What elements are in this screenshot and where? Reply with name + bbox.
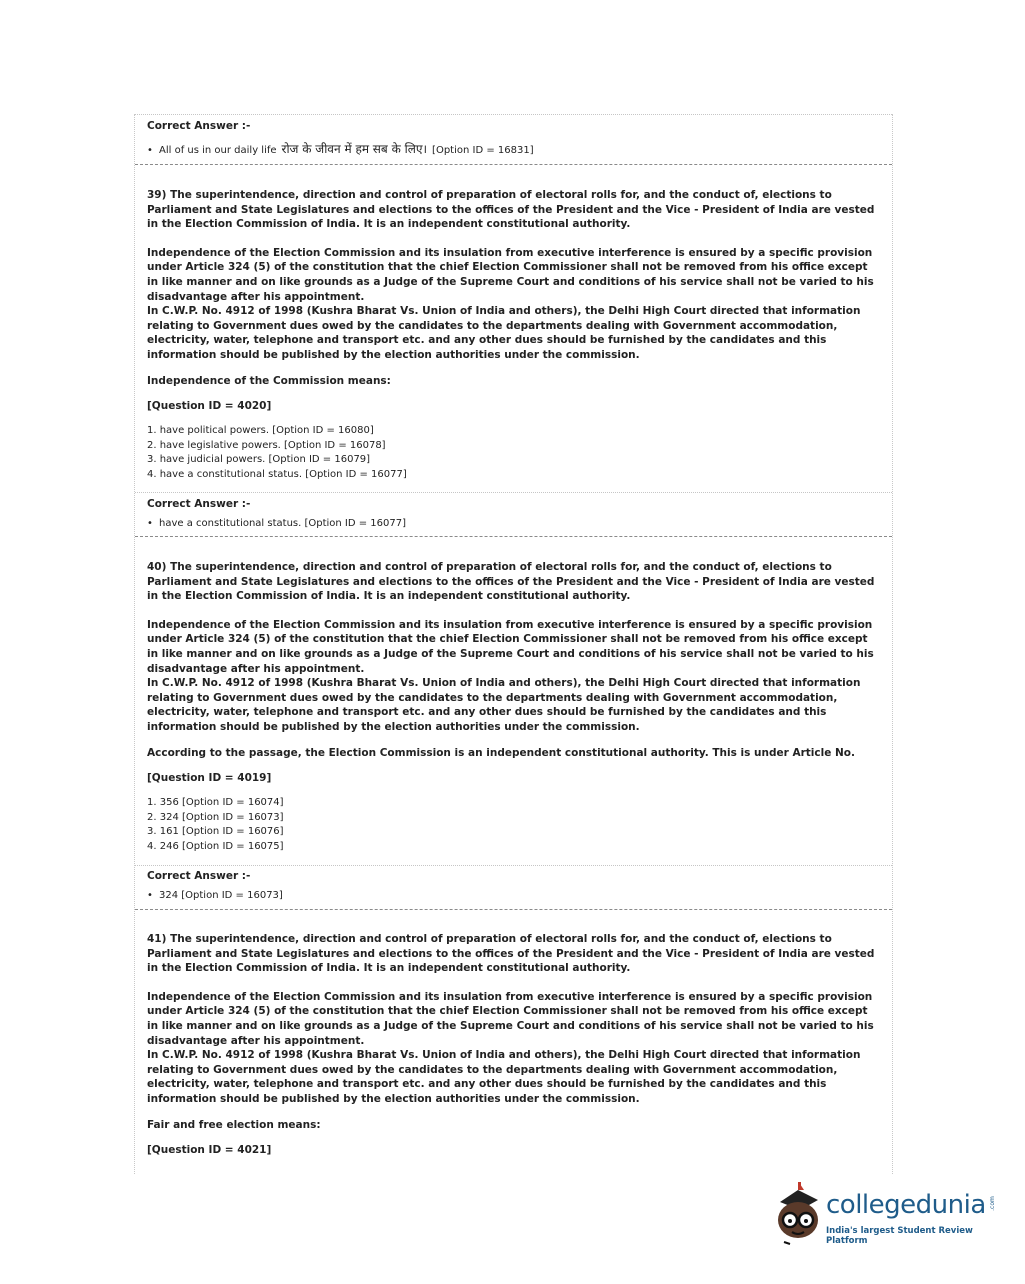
question-40-options	[135, 796, 892, 854]
hindi-text: रोज के जीवन में हम सब के लिए।	[281, 142, 428, 156]
question-divider	[135, 164, 892, 165]
question-39-answer-block	[135, 498, 892, 529]
question-41-id: [Question ID = 4021]	[147, 1144, 272, 1156]
option: 2. have legislative powers. [Option ID = 16078]	[147, 439, 386, 451]
question-39-id: [Question ID = 4020]	[147, 400, 272, 412]
question-40-text: According to the passage, the Election Commission is an independent constitutional authority. This is under Article No.	[147, 747, 855, 759]
correct-answer-label: Correct Answer :-	[147, 120, 251, 132]
logo-domain: .com	[988, 1196, 996, 1211]
option: 4. have a constitutional status. [Option ID = 16077]	[147, 468, 407, 480]
divider	[135, 865, 892, 866]
correct-answer: • have a constitutional status. [Option ID = 16077]	[147, 518, 407, 529]
collegedunia-logo	[768, 1180, 998, 1250]
question-39-passage: 39) The superintendence, direction and control of preparation of electoral rolls for, and the conduct of, elections to Parliament and State Legislatures and elections to the offices of the President and the Vice - President of India are vested in the Election Commission of India. It is an independent constitutional authority. Independence of the Election Commission and its insulation from executive interference is ensured by a specific provision under Article 324 (5) of the constitution that the chief Election Commissioner shall not be removed from his office except in like manner and on like grounds as a Judge of the Supreme Court and conditions of his service shall not be varied to his disadvantage after his appointment. In C.W.P. No. 4912 of 1998 (Kushra Bharat Vs. Union of India and others), the Delhi High Court directed that information relating to Government dues owed by the candidates to the departments dealing with Government accommodation, electricity, water, telephone and transport etc. and any other dues should be furnished by the candidates and this information should be published by the election authorities under the commission.	[147, 189, 875, 361]
option: 1. have political powers. [Option ID = 16080]	[147, 425, 374, 436]
option: 1. 356 [Option ID = 16074]	[147, 797, 284, 808]
bullet-icon: •	[147, 890, 153, 901]
option: 3. 161 [Option ID = 16076]	[147, 826, 284, 838]
question-40-passage: 40) The superintendence, direction and control of preparation of electoral rolls for, and the conduct of, elections to Parliament and State Legislatures and elections to the offices of the President and the Vice - President of India are vested in the Election Commission of India. It is an independent constitutional authority. Independence of the Election Commission and its insulation from executive interference is ensured by a specific provision under Article 324 (5) of the constitution that the chief Election Commissioner shall not be removed from his office except in like manner and on like grounds as a Judge of the Supreme Court and conditions of his service shall not be varied to his disadvantage after his appointment. In C.W.P. No. 4912 of 1998 (Kushra Bharat Vs. Union of India and others), the Delhi High Court directed that information relating to Government dues owed by the candidates to the departments dealing with Government accommodation, electricity, water, telephone and transport etc. and any other dues should be furnished by the candidates and this information should be published by the election authorities under the commission.	[147, 561, 875, 733]
question-41-text: Fair and free election means:	[147, 1119, 321, 1131]
bullet-icon: •	[147, 145, 153, 156]
logo-tagline: India's largest Student Review Platform	[826, 1226, 973, 1246]
document-page	[134, 114, 893, 1174]
top-answer-block	[135, 120, 892, 157]
correct-answer: • All of us in our daily life रोज के जीवन में हम सब के लिए। [Option ID = 16831]	[147, 142, 534, 156]
correct-answer: • 324 [Option ID = 16073]	[147, 890, 283, 901]
correct-answer-label: Correct Answer :-	[147, 498, 251, 510]
question-40-id: [Question ID = 4019]	[147, 772, 272, 784]
question-40-answer-block	[135, 870, 892, 901]
question-divider	[135, 909, 892, 910]
option: 2. 324 [Option ID = 16073]	[147, 811, 284, 823]
divider	[135, 114, 892, 115]
divider	[135, 492, 892, 493]
mascot-icon	[768, 1180, 826, 1246]
question-divider	[135, 536, 892, 537]
logo-name: collegedunia	[826, 1190, 986, 1220]
option: 3. have judicial powers. [Option ID = 16079]	[147, 454, 371, 466]
correct-answer-label: Correct Answer :-	[147, 870, 251, 882]
question-41-passage: 41) The superintendence, direction and control of preparation of electoral rolls for, and the conduct of, elections to Parliament and State Legislatures and elections to the offices of the President and the Vice - President of India are vested in the Election Commission of India. It is an independent constitutional authority. Independence of the Election Commission and its insulation from executive interference is ensured by a specific provision under Article 324 (5) of the constitution that the chief Election Commissioner shall not be removed from his office except in like manner and on like grounds as a Judge of the Supreme Court and conditions of his service shall not be varied to his disadvantage after his appointment. In C.W.P. No. 4912 of 1998 (Kushra Bharat Vs. Union of India and others), the Delhi High Court directed that information relating to Government dues owed by the candidates to the departments dealing with Government accommodation, electricity, water, telephone and transport etc. and any other dues should be furnished by the candidates and this information should be published by the election authorities under the commission.	[147, 933, 875, 1105]
option: 4. 246 [Option ID = 16075]	[147, 840, 284, 852]
question-39-options	[135, 424, 892, 482]
bullet-icon: •	[147, 518, 153, 529]
question-39-text: Independence of the Commission means:	[147, 375, 391, 387]
